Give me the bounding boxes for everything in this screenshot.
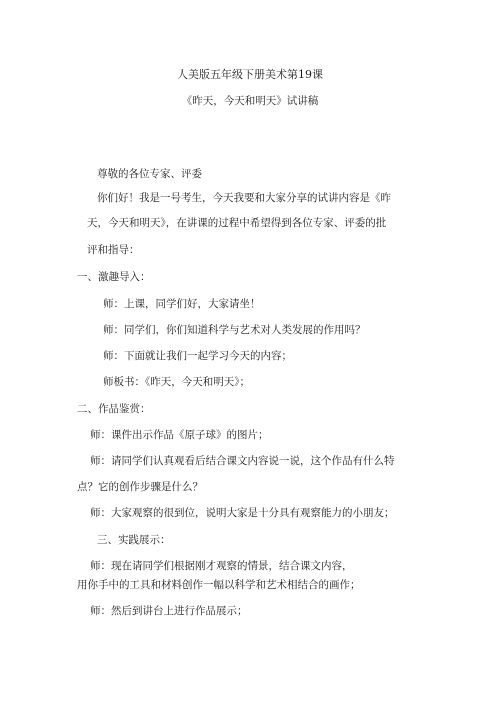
body-line: 用你手中的工具和材料创作一幅以科学和艺术相结合的画作； bbox=[77, 579, 361, 591]
section-heading: 一、激趣导入： bbox=[77, 271, 151, 283]
body-line: 师：然后到讲台上进行作品展示； bbox=[90, 605, 248, 617]
intro-line: 你们好！我是一号考生，今天我要和大家分享的试讲内容是《昨 bbox=[97, 192, 391, 204]
intro-line: 天，今天和明天》，在讲课的过程中希望得到各位专家、评委的批 bbox=[87, 217, 387, 229]
body-line: 师：上课，同学们好，大家请坐！ bbox=[103, 298, 261, 310]
section-heading: 二、作品鉴赏： bbox=[77, 403, 151, 415]
body-line: 师：大家观察的很到位，说明大家是十分具有观察能力的小朋友； bbox=[90, 507, 395, 519]
body-line: 师：课件出示作品《原子球》的图片； bbox=[90, 429, 269, 441]
document-subtitle: 《昨天，今天和明天》试讲稿 bbox=[181, 95, 319, 107]
body-line: 师：请同学们认真观看后结合课文内容说一说，这个作品有什么特 bbox=[90, 455, 395, 467]
body-line: 点？它的创作步骤是什么？ bbox=[77, 481, 203, 493]
document-title: 人美版五年级下册美术第19课 bbox=[177, 68, 323, 81]
body-line: 师板书：《昨天，今天和明天》； bbox=[103, 376, 250, 388]
body-line: 师：同学们，你们知道科学与艺术对人类发展的作用吗？ bbox=[103, 324, 366, 336]
intro-line: 评和指导： bbox=[87, 244, 140, 256]
section-heading: 三、实践展示： bbox=[97, 534, 171, 546]
greeting: 尊敬的各位专家、评委 bbox=[97, 168, 202, 180]
body-line: 师：下面就让我们一起学习今天的内容； bbox=[103, 350, 292, 362]
body-line: 师：现在请同学们根据刚才观察的情景，结合课文内容， bbox=[90, 560, 353, 572]
